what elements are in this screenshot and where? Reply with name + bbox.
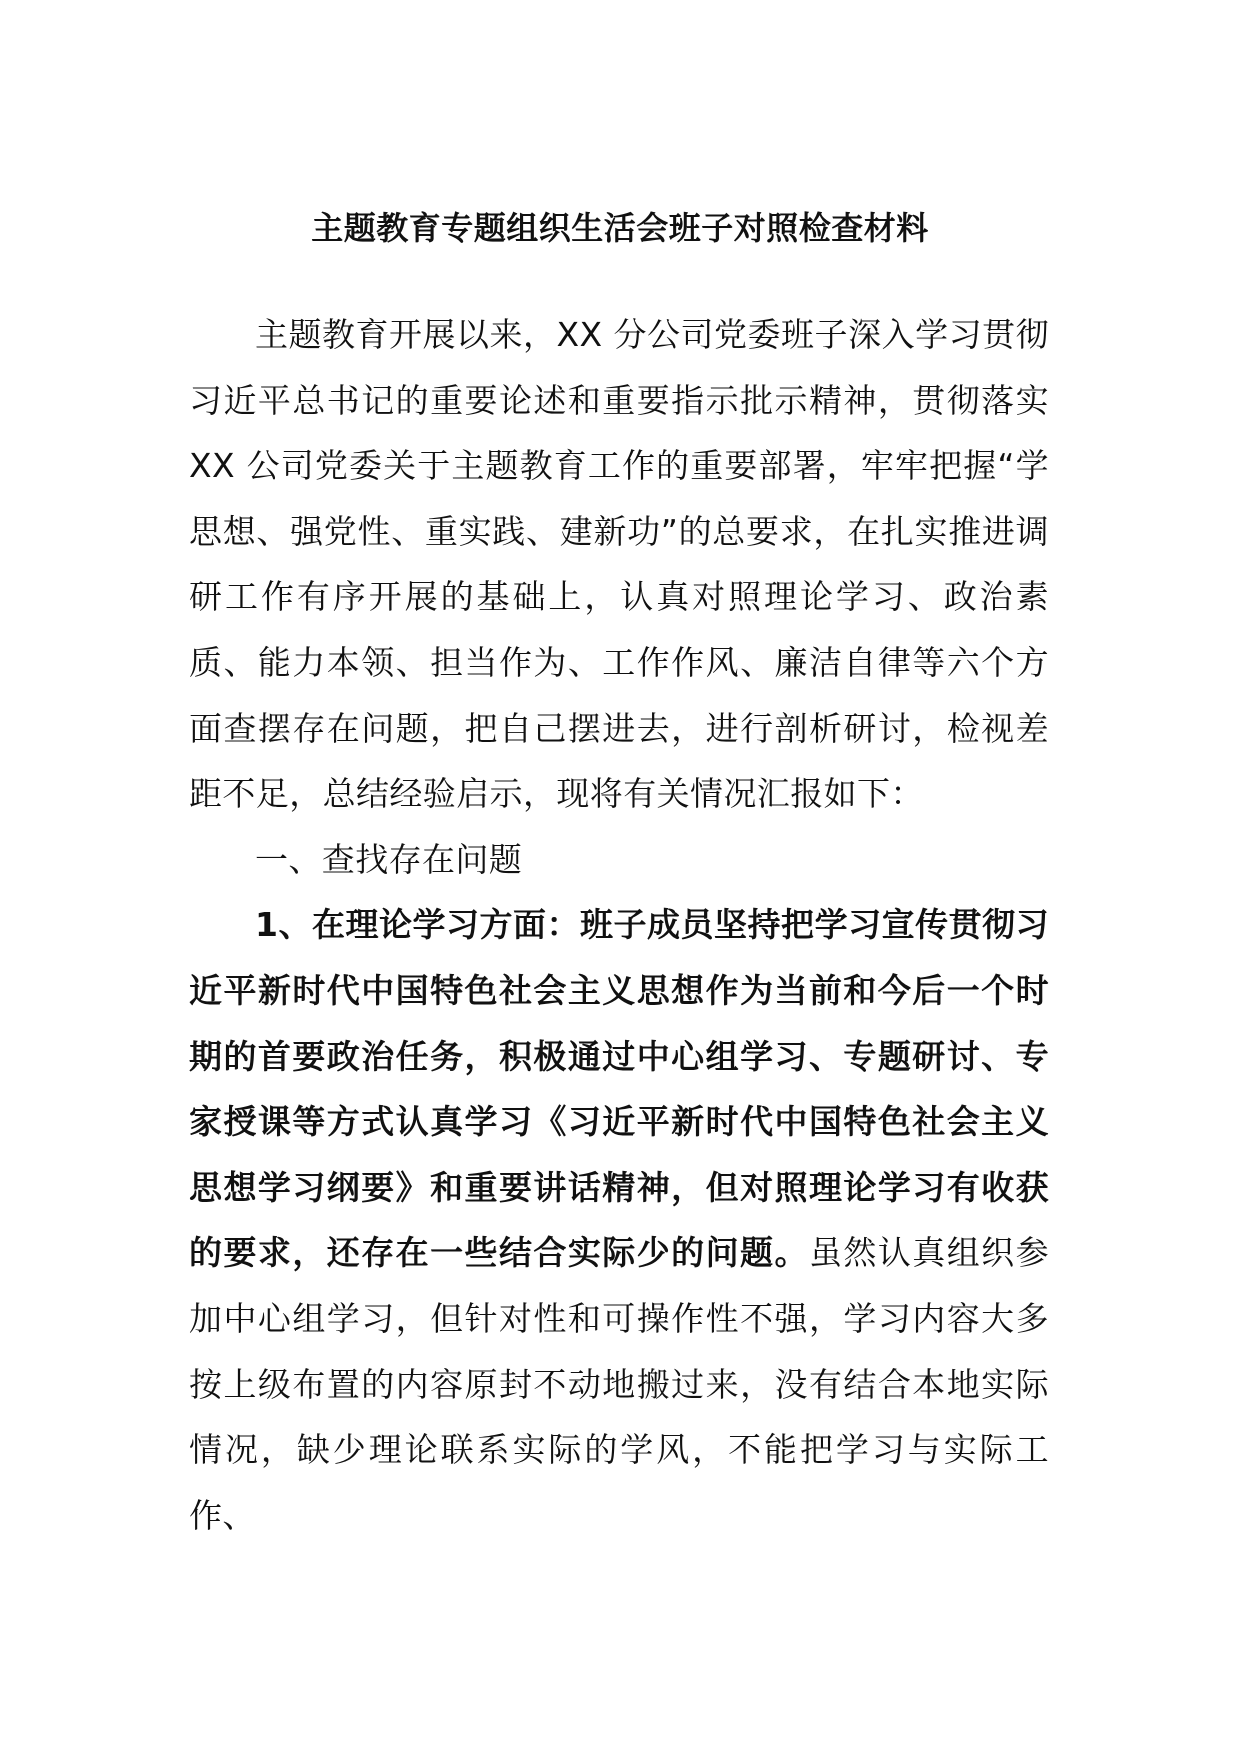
section-heading: 一、查找存在问题 — [255, 839, 523, 879]
intro-paragraph: 主题教育开展以来，XX 分公司党委班子深入学习贯彻习近平总书记的重要论述和重要指示批示精神，贯彻落实XX 公司党委关于主题教育工作的重要部署，牢牢把握“学思想、强党性、重实践、建新功”的总要求，在扎实推进调研工作有序开展的基础上，认真对照理论学习、政治素质、能力本领、担当作为、工作作风、廉洁自律等六个方面查摆存在问题，把自己摆进去，进行剖析研讨，检视差距不足，总结经验启示，现将有关情况汇报如下： — [189, 315, 1049, 814]
document-body — [189, 302, 1049, 1548]
item-1-bold-text: 1、在理论学习方面：班子成员坚持把学习宣传贯彻习近平新时代中国特色社会主义思想作为当前和今后一个时期的首要政治任务，积极通过中心组学习、专题研讨、专家授课等方式认真学习《习近平新时代中国特色社会主义思想学习纲要》和重要讲话精神，但对照理论学习有收获的要求，还存在一些结合实际少的问题。 — [189, 905, 1049, 1273]
item-1-paragraph — [189, 892, 1049, 1548]
item-1-normal-text: 虽然认真组织参加中心组学习，但针对性和可操作性不强，学习内容大多按上级布置的内容原封不动地搬过来，没有结合本地实际情况，缺少理论联系实际的学风，不能把学习与实际工作、 — [189, 1233, 1049, 1535]
document-title: 主题教育专题组织生活会班子对照检查材料 — [311, 209, 929, 247]
